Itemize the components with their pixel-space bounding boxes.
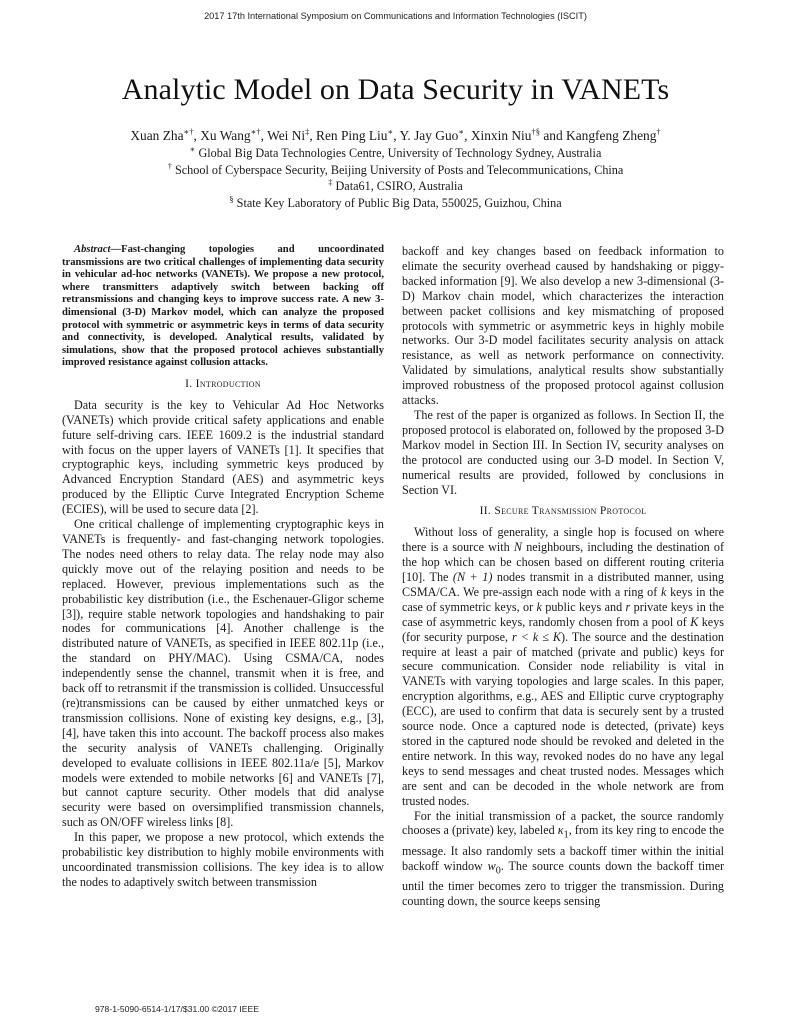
paragraph: The rest of the paper is organized as follows. In Section II, the proposed protocol is elaborated on, followed by the proposed 3-D Markov model in Section III. In Section IV, security analyses on the protocol are conducted using our 3-D model. In Section V, numerical results are provided, followed by conclusions in Section VI. — [402, 407, 724, 497]
math-var: r — [625, 599, 631, 614]
affiliation-2 — [0, 160, 791, 178]
section-number: I. — [185, 376, 193, 390]
affiliation-mark: ‡ — [328, 176, 333, 187]
affiliation-text: Data61, CSIRO, Australia — [335, 179, 463, 193]
math-subscript: 0 — [495, 865, 501, 877]
author-marks: ∗† — [250, 126, 261, 137]
math-var: N — [513, 540, 523, 555]
math-var: w — [487, 858, 496, 873]
section-heading-introduction — [62, 377, 384, 392]
math-var: K — [690, 614, 699, 629]
affiliation-1 — [0, 143, 791, 161]
author-name: Ren Ping Liu — [316, 128, 388, 143]
author-list: Xuan Zha∗†, Xu Wang∗†, Wei Ni‡, Ren Ping Liu∗, Y. Jay Guo∗, Xinxin Niu†§ and Kangfeng Zheng† — [130, 126, 661, 143]
author-and: and — [543, 128, 563, 143]
paragraph: Data security is the key to Vehicular Ad Hoc Networks (VANETs) which provide critical safety applications and enable future self-driving cars. IEEE 1609.2 is the industrial standard with focus on the upper layers of VANETs [1]. It specifies that cryptographic keys, including symmetric keys produced by Advanced Encryption Standard (AES) and asymmetric keys produced by the Elliptic Curve Integrated Encryption Scheme (ECIES), will be used to secure data [2]. — [62, 397, 384, 517]
math-var: κ — [557, 823, 564, 838]
abstract-label: Abstract — [74, 244, 111, 255]
paragraph: backoff and key changes based on feedback information to elimate the security overhead caused by handshaking or piggy-backed information [9]. We also develop a new 3-dimensional (3-D) Markov chain model, which characterizes the interaction between packet collisions and key mismatching of proposed protocols with symmetric or asymmetric keys in highly mobile networks. Our 3-D model facilitates security analysis on attack resistance, as well as network performance on connectivity. Validated by simulations, analytical results show substantially improved robustness of the proposed protocol against collusion attacks. — [402, 244, 724, 408]
left-column — [62, 244, 384, 890]
section-title: Introduction — [195, 376, 261, 390]
affiliation-text: State Key Laboratory of Public Big Data, 550025, Guizhou, China — [236, 196, 562, 210]
affiliation-text: School of Cyberspace Security, Beijing University of Posts and Telecommunications, China — [174, 163, 624, 177]
text-run: nodes transmit in a distributed manner, using CSMA/CA. We pre-assign each node with a ring of — [402, 570, 724, 599]
affiliation-4 — [0, 193, 791, 211]
author-marks: † — [656, 126, 661, 137]
copyright-footer: 978-1-5090-6514-1/17/$31.00 ©2017 IEEE — [95, 1004, 260, 1014]
math-subscript: 1 — [563, 829, 569, 841]
paragraph: One critical challenge of implementing cryptographic keys in VANETs is frequently- and fast-changing network topologies. The nodes need others to relay data. The relay node may also quickly move out of the relaying position and needs to be replaced. However, previous implementations such as the probabilistic key distribution (i.e., the Eschenauer-Gligor scheme [3]), require stable network topologies and handshaking to pair nodes for communications [4]. Another challenge is the distributed nature of VANETs, as specified in IEEE 802.11p (i.e., the standard on PHY/MAC). Using CSMA/CA, nodes independently sense the channel, transmit when it is free, and back off to retransmit if the transmission is collided. Unsuccessful (re)transmissions can be caused by either unmatched keys or transmission collisions. None of existing key designs, e.g., [3], [4], have taken this into account. The backoff process also makes the security analysis of VANETs challenging. Originally developed to evaluate collisions in IEEE 802.11a/e [5], Markov models were extended to mobile networks [6] and VANETs [7], but cannot capture security. Other models that did analyse security were based on oversimplified transmission channels, such as ON/OFF wireless links [8]. — [62, 517, 384, 830]
text-run: For the initial transmission of a packet, the source randomly chooses a (private) key, labeled — [402, 808, 724, 838]
affiliation-mark: ∗ — [189, 143, 196, 154]
text-run: private keys in the case of asymmetric keys, randomly chosen from a pool of — [402, 599, 724, 629]
abstract — [62, 244, 384, 370]
author-marks: ∗ — [387, 126, 394, 137]
affiliation-3 — [0, 176, 791, 194]
paragraph — [402, 525, 724, 808]
math-var: k — [536, 599, 542, 614]
author-name: Xuan Zha — [130, 128, 184, 143]
text-run: public keys and — [541, 599, 626, 614]
text-run: ). The source and the destination require at least a pair of matched (private and public) keys for secure communication. Consider node reliability is vital in VANETs with varying topologies and large scales. In this paper, encryption algorithms, e.g., AES and Elliptic curve cryptography (ECC), are used to confirm that data is securely sent by a trusted source node. Once a captured node is detected, (private) keys stored in the captured node should be revoked and deleted in the entire network. In this way, revoked nodes do no have any legal keys to send messages and cheat trusted nodes. Messages which are sent and can be decoded in the whole network are from trusted nodes. — [402, 629, 724, 808]
math-var: k — [660, 584, 667, 599]
conference-header: 2017 17th International Symposium on Communications and Information Technologies (ISCIT) — [204, 11, 587, 21]
section-heading-secure-transmission — [402, 504, 724, 519]
author-name: Kangfeng Zheng — [566, 128, 657, 143]
author-name: Xu Wang — [200, 128, 251, 143]
math-expr: (N + 1) — [452, 570, 493, 585]
author-marks: †§ — [531, 126, 540, 137]
section-number: II. — [479, 504, 492, 518]
text-run: keys (for security purpose, — [402, 614, 724, 644]
text-run: Without loss of generality, a single hop is focused on where there is a source with — [402, 525, 724, 555]
text-run: keys in the case of symmetric keys, or — [402, 584, 724, 614]
text-run: . The source counts down the backoff timer until the timer becomes zero to trigger the transmission. During counting down, the source keeps sensing — [402, 858, 724, 908]
text-run: , from its key ring to encode the message. It also randomly sets a backoff timer within the initial backoff window — [402, 823, 725, 873]
paper-title: Analytic Model on Data Security in VANETs — [121, 73, 670, 106]
math-expr: r < k ≤ K — [512, 629, 562, 644]
affiliation-mark: † — [167, 160, 172, 171]
right-column — [402, 244, 724, 909]
affiliation-mark: § — [229, 193, 234, 204]
text-run: neighbours, including the destination of the hop which can be chosen based on different routing criteria [10]. The — [402, 540, 724, 585]
author-marks: ∗ — [458, 126, 465, 137]
author-name: Xinxin Niu — [470, 128, 532, 143]
paragraph — [402, 809, 724, 909]
paragraph: In this paper, we propose a new protocol, which extends the probabilistic key distribution to highly mobile environments with uncoordinated transmission collisions. The key idea is to allow the nodes to adaptively switch between transmission — [62, 830, 384, 889]
author-marks: ‡ — [305, 126, 310, 137]
author-marks: ∗† — [183, 126, 194, 137]
section-title: Secure Transmission Protocol — [494, 504, 647, 518]
abstract-text: —Fast-changing topologies and uncoordinated transmissions are two critical challenges of implementing data security in vehicular ad-hoc networks (VANETs). We propose a new protocol, where transmitters adaptively switch between backing off retransmissions and changing keys to improve success rate. A new 3-dimensional (3-D) Markov model, which can analyze the proposed protocol with symmetric or asymmetric keys in terms of data security and connectivity, is developed. Analytical results, validated by simulations, show that the proposed protocol achieves substantially improved resistance against collusion attacks. — [62, 244, 384, 369]
affiliation-text: Global Big Data Technologies Centre, University of Technology Sydney, Australia — [198, 146, 602, 160]
author-name: Y. Jay Guo — [399, 128, 459, 143]
author-name: Wei Ni — [267, 128, 306, 143]
